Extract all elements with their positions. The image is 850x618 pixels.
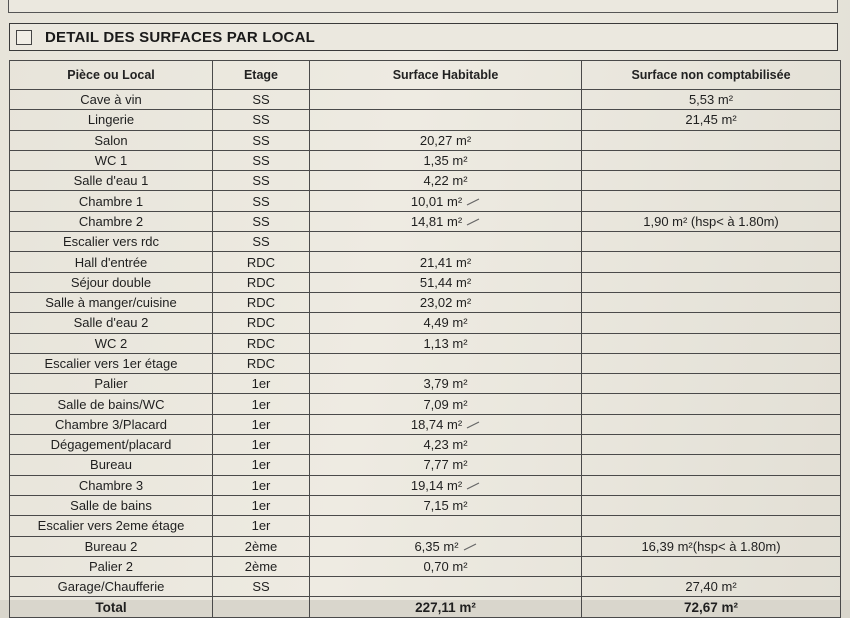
cell-etage (213, 435, 310, 455)
cell-etage-text: RDC (246, 315, 276, 331)
handwritten-check-icon (466, 218, 480, 226)
cell-surface-habitable-text: 51,44 m² (419, 274, 472, 290)
cell-etage-text: SS (252, 193, 270, 209)
cell-surface-non-comptabilisee (582, 394, 841, 414)
cell-piece (10, 130, 213, 150)
cell-etage-text: 1er (251, 457, 271, 473)
cell-surface-non-comptabilisee-text: 21,45 m² (685, 112, 737, 128)
cell-surface-non-comptabilisee (582, 191, 841, 211)
cell-piece-text: Escalier vers 2eme étage (37, 518, 185, 534)
cell-piece-text: Bureau (90, 457, 132, 473)
table-row (10, 292, 841, 312)
cell-piece-text: Palier 2 (88, 558, 134, 574)
cell-surface-habitable-text: 6,35 m² (414, 538, 459, 554)
cell-etage (213, 232, 310, 252)
cell-etage-text: SS (252, 234, 270, 250)
table-row (10, 232, 841, 252)
cell-etage-text: SS (252, 213, 270, 229)
cell-surface-non-comptabilisee (582, 130, 841, 150)
cell-piece-text: WC 1 (94, 153, 128, 169)
table-row (10, 394, 841, 414)
cell-surface-habitable-text: 4,23 m² (423, 437, 468, 453)
cell-surface-non-comptabilisee (582, 495, 841, 515)
table-header-row (10, 61, 841, 90)
cell-etage-text: RDC (246, 335, 276, 351)
cell-etage (213, 191, 310, 211)
cell-surface-non-comptabilisee (582, 211, 841, 231)
cell-surface-habitable (310, 516, 582, 536)
cell-etage-text: 1er (251, 518, 271, 534)
cell-piece-text: Escalier vers 1er étage (44, 356, 178, 371)
cell-etage (213, 414, 310, 434)
cell-surface-habitable (310, 556, 582, 576)
cell-piece-text: Cave à vin (80, 92, 142, 108)
table-row (10, 414, 841, 434)
cell-etage (213, 475, 310, 495)
cell-piece (10, 556, 213, 576)
cell-surface-habitable (310, 90, 582, 110)
cell-etage (213, 353, 310, 373)
cell-surface-habitable (310, 232, 582, 252)
cell-surface-habitable-text: 19,14 m² (410, 477, 463, 493)
cell-piece-text: Salle d'eau 1 (73, 173, 149, 189)
cell-surface-habitable-text: 3,79 m² (423, 376, 468, 392)
cell-surface-non-comptabilisee (582, 536, 841, 556)
cell-etage (213, 90, 310, 110)
handwritten-check-icon (466, 482, 480, 490)
cell-piece (10, 191, 213, 211)
table-row (10, 90, 841, 110)
cell-piece (10, 211, 213, 231)
total-label: Total (10, 597, 213, 617)
cell-surface-habitable-text: 10,01 m² (410, 193, 463, 209)
cell-etage-text: SS (252, 579, 270, 595)
cell-etage (213, 292, 310, 312)
cell-etage-text: 2ème (244, 538, 278, 554)
table-row (10, 333, 841, 353)
table-row (10, 556, 841, 576)
cell-surface-habitable (310, 495, 582, 515)
checkbox-mark-icon (16, 30, 32, 45)
cell-surface-habitable (310, 414, 582, 434)
cell-etage (213, 577, 310, 597)
cell-piece (10, 313, 213, 333)
cell-surface-non-comptabilisee (582, 252, 841, 272)
surfaces-table (9, 60, 841, 618)
cell-etage (213, 313, 310, 333)
column-header-etage: Etage (213, 61, 310, 90)
cell-piece-text: Chambre 3 (78, 477, 144, 493)
cell-surface-habitable-text: 1,35 m² (423, 153, 468, 169)
cell-piece-text: Salon (94, 132, 128, 148)
cell-piece (10, 536, 213, 556)
cell-surface-non-comptabilisee (582, 577, 841, 597)
cell-surface-habitable (310, 394, 582, 414)
cell-piece (10, 577, 213, 597)
cell-surface-habitable (310, 333, 582, 353)
table-row (10, 353, 841, 373)
cell-etage (213, 333, 310, 353)
table-row (10, 536, 841, 556)
cell-piece-text: Salle d'eau 2 (73, 315, 149, 331)
cell-piece-text: Chambre 2 (78, 213, 144, 229)
cell-piece (10, 90, 213, 110)
cell-surface-non-comptabilisee (582, 110, 841, 130)
cell-surface-non-comptabilisee (582, 150, 841, 170)
cell-surface-non-comptabilisee (582, 414, 841, 434)
cell-surface-non-comptabilisee (582, 272, 841, 292)
cell-piece-text: Palier (94, 376, 128, 392)
table-row (10, 272, 841, 292)
cell-piece (10, 495, 213, 515)
cell-etage-text: 1er (251, 376, 271, 392)
table-row (10, 171, 841, 191)
table-row (10, 130, 841, 150)
cell-piece-text: Dégagement/placard (50, 437, 172, 453)
cell-surface-habitable (310, 435, 582, 455)
section-title: DETAIL DES SURFACES PAR LOCAL (45, 29, 315, 46)
cell-piece-text: WC 2 (94, 335, 128, 351)
cell-etage-text: 2ème (244, 558, 278, 574)
cell-etage (213, 110, 310, 130)
cell-etage (213, 171, 310, 191)
handwritten-check-icon (463, 543, 477, 551)
cell-surface-habitable (310, 353, 582, 373)
cell-etage (213, 394, 310, 414)
cell-surface-non-comptabilisee-text: 27,40 m² (685, 579, 737, 595)
cell-piece (10, 232, 213, 252)
cell-etage (213, 556, 310, 576)
cell-surface-habitable (310, 171, 582, 191)
cell-surface-non-comptabilisee (582, 292, 841, 312)
cell-surface-habitable (310, 455, 582, 475)
cell-etage-text: SS (252, 132, 270, 148)
cell-piece-text: Chambre 1 (78, 193, 144, 209)
cell-surface-habitable-text: 20,27 m² (419, 132, 472, 148)
cell-surface-habitable (310, 272, 582, 292)
cell-piece (10, 516, 213, 536)
cell-piece (10, 150, 213, 170)
cell-piece (10, 455, 213, 475)
cell-etage (213, 455, 310, 475)
cell-piece-text: Séjour double (70, 274, 152, 290)
cell-surface-habitable-text: 18,74 m² (410, 416, 463, 432)
cell-piece-text: Hall d'entrée (74, 254, 148, 270)
cell-etage (213, 495, 310, 515)
cell-surface-habitable (310, 150, 582, 170)
cell-surface-non-comptabilisee (582, 353, 841, 373)
cell-etage-text: RDC (246, 295, 276, 311)
cell-surface-non-comptabilisee (582, 313, 841, 333)
section-header (9, 23, 838, 51)
cell-etage-text: SS (252, 92, 270, 108)
cell-piece (10, 252, 213, 272)
table-row (10, 374, 841, 394)
cell-etage-text: 1er (251, 498, 271, 514)
cell-piece-text: Chambre 3/Placard (55, 416, 167, 432)
cell-etage-text: RDC (246, 254, 276, 270)
cell-piece (10, 394, 213, 414)
cell-piece (10, 475, 213, 495)
cell-surface-non-comptabilisee (582, 232, 841, 252)
cell-surface-habitable-text: 0,70 m² (423, 558, 468, 574)
cell-surface-habitable (310, 252, 582, 272)
cell-surface-habitable-text: 4,22 m² (423, 173, 468, 189)
cell-piece (10, 171, 213, 191)
handwritten-check-icon (466, 198, 480, 206)
cell-surface-habitable (310, 211, 582, 231)
cell-etage-text: SS (252, 173, 270, 189)
cell-surface-habitable (310, 577, 582, 597)
cell-piece (10, 292, 213, 312)
cell-etage (213, 252, 310, 272)
table-row (10, 150, 841, 170)
cell-etage (213, 130, 310, 150)
cell-surface-habitable (310, 313, 582, 333)
cell-surface-non-comptabilisee (582, 516, 841, 536)
cell-surface-habitable (310, 191, 582, 211)
table-row (10, 252, 841, 272)
handwritten-check-icon (466, 421, 480, 429)
table-row (10, 455, 841, 475)
cell-etage-text: 1er (251, 396, 271, 412)
cell-surface-habitable-text: 7,09 m² (423, 396, 468, 412)
cell-etage-text: RDC (246, 356, 276, 371)
cell-etage-text: RDC (246, 274, 276, 290)
cell-surface-non-comptabilisee-text: 5,53 m² (688, 92, 734, 108)
cell-surface-habitable (310, 130, 582, 150)
cell-piece-text: Bureau 2 (84, 538, 138, 554)
table-row (10, 495, 841, 515)
column-header-piece: Pièce ou Local (10, 61, 213, 90)
column-header-surface-non-comptabilisee: Surface non comptabilisée (582, 61, 841, 90)
cell-surface-habitable (310, 475, 582, 495)
cell-surface-habitable-text: 1,13 m² (423, 335, 468, 351)
cell-piece (10, 110, 213, 130)
table-row (10, 577, 841, 597)
cell-surface-habitable-text: 23,02 m² (419, 295, 472, 311)
cell-surface-habitable-text: 4,49 m² (423, 315, 468, 331)
cell-etage (213, 150, 310, 170)
cell-piece-text: Salle de bains/WC (57, 396, 165, 412)
total-surface-habitable: 227,11 m² (310, 597, 582, 617)
cell-surface-non-comptabilisee (582, 374, 841, 394)
cell-piece-text: Garage/Chaufferie (57, 579, 165, 595)
cell-surface-non-comptabilisee (582, 475, 841, 495)
cell-etage (213, 536, 310, 556)
cell-surface-habitable (310, 374, 582, 394)
table-row (10, 110, 841, 130)
cell-etage-text: SS (252, 153, 270, 169)
cell-surface-habitable (310, 110, 582, 130)
cell-piece-text: Escalier vers rdc (62, 234, 160, 250)
cell-surface-non-comptabilisee (582, 455, 841, 475)
table-row (10, 516, 841, 536)
column-header-surface-habitable: Surface Habitable (310, 61, 582, 90)
cell-piece (10, 414, 213, 434)
table-body (10, 90, 841, 618)
cell-etage (213, 211, 310, 231)
cell-surface-habitable-text: 7,15 m² (423, 498, 468, 514)
cell-etage-text: 1er (251, 437, 271, 453)
total-surface-non-comptabilisee: 72,67 m² (582, 597, 841, 617)
cell-surface-habitable (310, 536, 582, 556)
table-row (10, 475, 841, 495)
cell-etage-text: 1er (251, 477, 271, 493)
cell-surface-non-comptabilisee-text: 16,39 m²(hsp< à 1.80m) (641, 538, 781, 554)
table-row (10, 435, 841, 455)
previous-section-frame (8, 0, 838, 13)
cell-surface-non-comptabilisee (582, 556, 841, 576)
cell-piece (10, 435, 213, 455)
cell-piece-text: Salle de bains (70, 498, 152, 514)
cell-surface-non-comptabilisee (582, 171, 841, 191)
cell-surface-non-comptabilisee (582, 333, 841, 353)
cell-piece (10, 333, 213, 353)
cell-piece (10, 353, 213, 373)
cell-piece-text: Lingerie (87, 112, 135, 128)
table-row (10, 191, 841, 211)
cell-surface-non-comptabilisee-text: 1,90 m² (hsp< à 1.80m) (643, 213, 779, 229)
cell-etage-text: SS (252, 112, 270, 128)
cell-etage (213, 516, 310, 536)
cell-etage-text: 1er (251, 416, 271, 432)
cell-surface-habitable-text: 7,77 m² (423, 457, 468, 473)
table-row (10, 313, 841, 333)
cell-surface-habitable-text: 21,41 m² (419, 254, 472, 270)
cell-etage (213, 272, 310, 292)
cell-piece-text: Salle à manger/cuisine (45, 295, 177, 311)
cell-surface-non-comptabilisee (582, 435, 841, 455)
cell-surface-habitable-text: 14,81 m² (410, 213, 463, 229)
cell-surface-habitable (310, 292, 582, 312)
cell-surface-non-comptabilisee (582, 90, 841, 110)
cell-piece (10, 272, 213, 292)
cell-etage (213, 374, 310, 394)
table-row (10, 211, 841, 231)
cell-piece (10, 374, 213, 394)
